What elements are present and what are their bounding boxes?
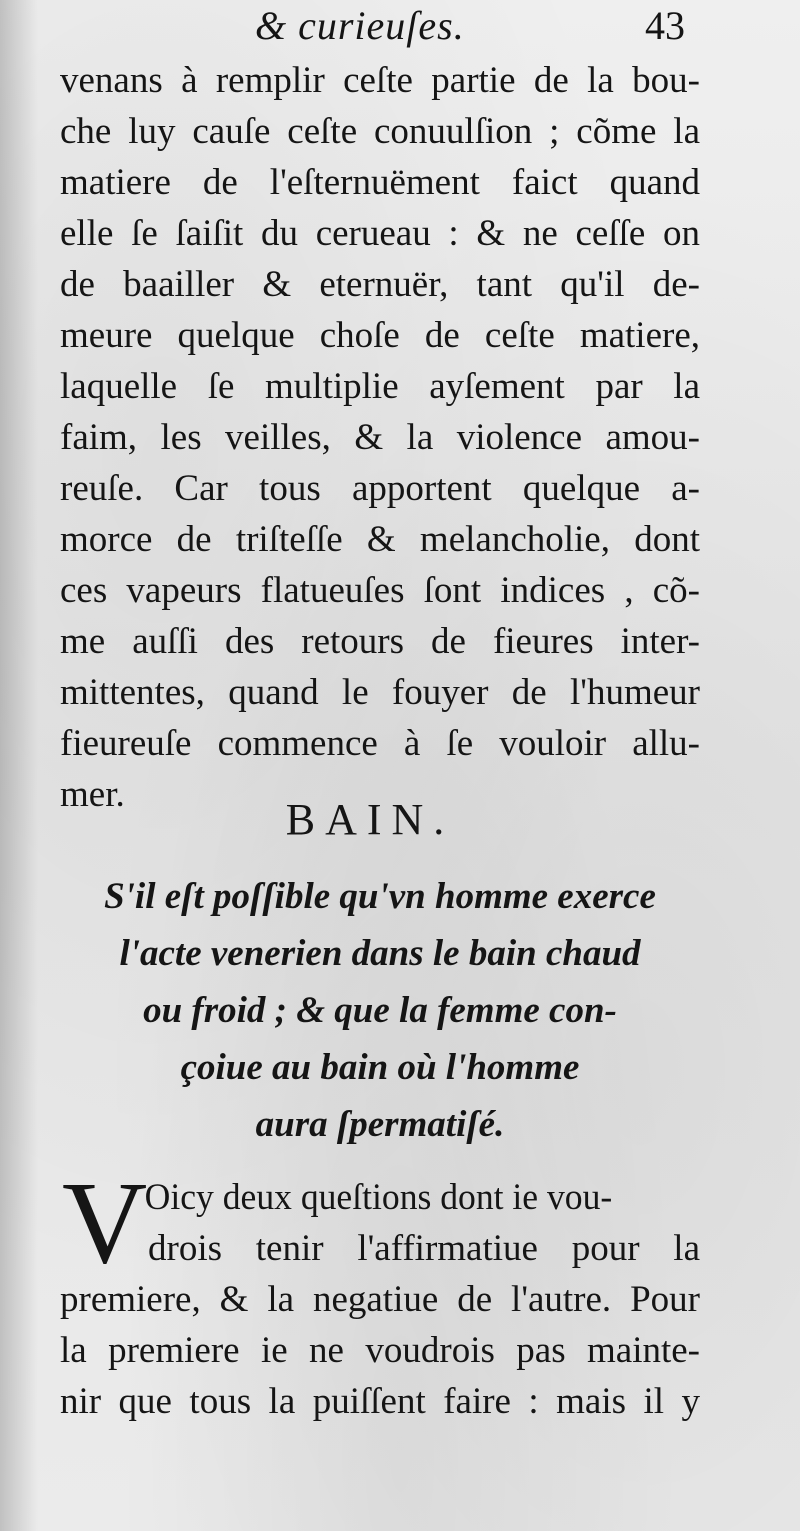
text-line: Oicy deux queſtions dont ie vou- bbox=[144, 1177, 613, 1218]
page-header bbox=[0, 0, 800, 52]
subheading-line: aura ſpermatiſé. bbox=[255, 1104, 505, 1145]
section-heading: BAIN. bbox=[285, 795, 455, 844]
text-line: drois tenir l'affirmatiue pour la bbox=[148, 1228, 700, 1269]
subheading-line: l'acte venerien dans le bain chaud bbox=[119, 933, 641, 974]
text-line: mittentes, quand le fouyer de l'humeur bbox=[60, 672, 700, 713]
drop-cap: V bbox=[62, 1157, 148, 1288]
text-line: de baailler & eternuër, tant qu'il de- bbox=[60, 264, 700, 305]
text-line: la premiere ie ne voudrois pas mainte- bbox=[60, 1330, 700, 1371]
text-line: fieureuſe commence à ſe vouloir allu- bbox=[60, 723, 700, 764]
page-gutter-shadow bbox=[0, 0, 38, 1531]
text-line: elle ſe ſaiſit du cerueau : & ne ceſſe on bbox=[60, 213, 700, 254]
text-line: ces vapeurs flatueuſes ſont indices , cõ- bbox=[60, 570, 700, 611]
paragraph-2 bbox=[60, 1172, 700, 1427]
section-subheading bbox=[40, 868, 720, 1153]
text-line: nir que tous la puiſſent faire : mais il y bbox=[60, 1381, 700, 1422]
subheading-line: S'il eſt poſſible qu'vn homme exerce bbox=[104, 876, 656, 917]
text-line: morce de triſteſſe & melancholie, dont bbox=[60, 519, 700, 560]
text-line: premiere, & la negatiue de l'autre. Pour bbox=[60, 1279, 700, 1320]
text-line: me auſſi des retours de fieures inter- bbox=[60, 621, 700, 662]
subheading-line: çoiue au bain où l'homme bbox=[180, 1047, 580, 1088]
text-line: venans à remplir ceſte partie de la bou- bbox=[60, 60, 700, 101]
running-head: & curieuſes. bbox=[255, 3, 465, 48]
text-line: che luy cauſe ceſte conuulſion ; cõme la bbox=[60, 111, 700, 152]
page-number: 43 bbox=[645, 3, 685, 48]
subheading-line: ou froid ; & que la femme con- bbox=[143, 990, 617, 1031]
text-line: reuſe. Car tous apportent quelque a- bbox=[60, 468, 700, 509]
text-line: meure quelque choſe de ceſte matiere, bbox=[60, 315, 700, 356]
text-line: laquelle ſe multiplie ayſement par la bbox=[60, 366, 700, 407]
text-line: faim, les veilles, & la violence amou- bbox=[60, 417, 700, 458]
text-line: matiere de l'eſternuëment faict quand bbox=[60, 162, 700, 203]
paragraph-1 bbox=[60, 55, 700, 820]
text-line: mer. bbox=[60, 774, 125, 815]
